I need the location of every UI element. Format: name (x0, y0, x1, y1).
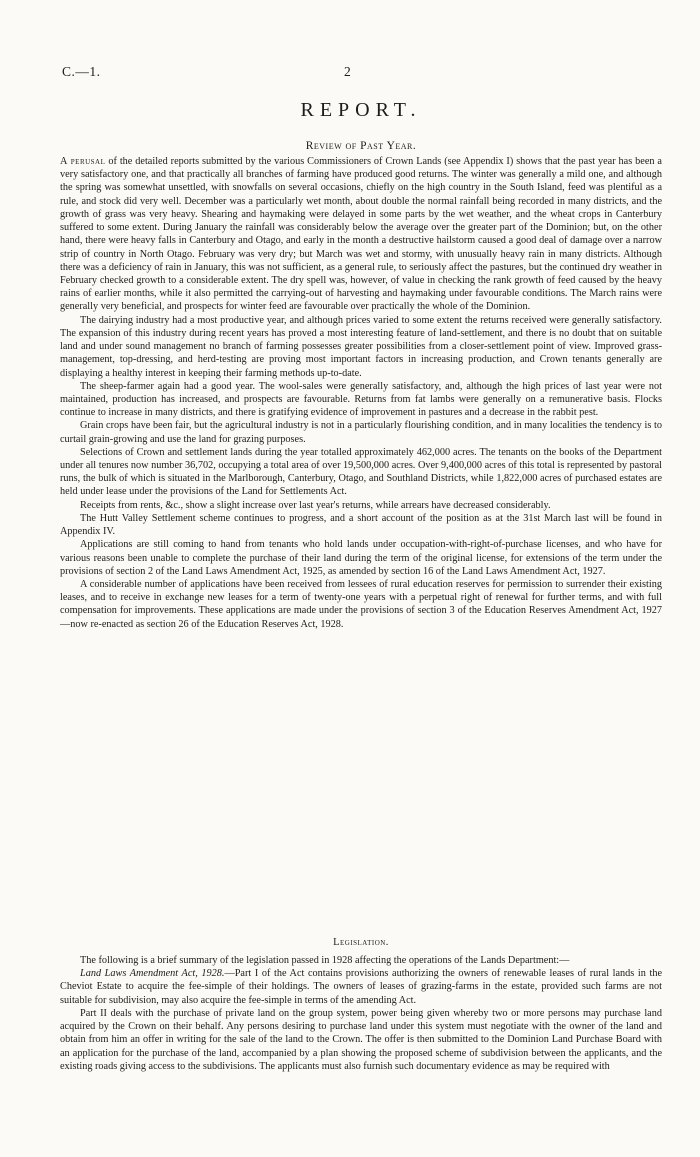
education-reserves-paragraph: A considerable number of applications have been received from lessees of rural education reserves for permission to surrender their existing leases, and to receive in exchange new leases for a term of twenty-one years with a perpetual right of renewal for further terms, and with full compensation for improvements. These applications are made under the provisions of section 3 of the Education Reserves Amendment Act, 1927—now re-enacted as section 26 of the Education Reserves Act, 1928. (60, 579, 662, 630)
legislation-section (60, 954, 662, 1073)
receipts-paragraph: Receipts from rents, &c., show a slight increase over last year's returns, while arrears have decreased considerably. (80, 499, 551, 511)
legislation-summary: The following is a brief summary of the legislation passed in 1928 affecting the operations of the Lands Department:— (80, 955, 570, 966)
review-section (60, 155, 662, 631)
intro-text: of the detailed reports submitted by the various Commissioners of Crown Lands (see Appendix I) shows that the past year has been a very satisfactory one, and that practically all branches of farming have produced good returns. The winter was generally a mild one, and although the spring was somewhat unsettled, with snowfalls on several occasions, chiefly on the high country in the South Island, feed was plentiful as a rule, and stock did very well. December was a particularly wet month, about double the normal rainfall being recorded in many districts, and the growth of grass was very heavy. Shearing and haymaking were delayed in some parts by the wet weather, and the wheat crops in Canterbury suffered to some extent. During January the rainfall was considerably below the average over the greater part of the Dominion; but, on the other hand, there were heavy falls in Canterbury and Otago, and early in the month a destructive hailstorm caused a good deal of damage over a narrow strip of country in North Otago. February was very dry; but March was wet and stormy, with unusually heavy rain in many districts. Although there was a deficiency of rain in January, this was not sufficient, as a general rule, to seriously affect the pastures, but the continued dry weather in February checked growth to a considerable extent. The dry spell was, however, of value in checking the rank growth of feed caused by the heavy rains of earlier months, while it also permitted the carrying-out of harvesting and haymaking under favourable conditions. The March rains were generally very beneficial, and prospects for winter feed are favourable over practically the whole of the Dominion. (60, 156, 662, 313)
sheep-paragraph: The sheep-farmer again had a good year. The wool-sales were generally satisfactory, and, although the high prices of last year were not maintained, production has increased, and prospects are favourable. Returns from fat lambs were generally on a remunerative basis. Flocks continue to increase in many districts, and there is gratifying evidence of improvement in pastures and a decrease in the rabbit pest. (60, 380, 662, 419)
running-header (62, 64, 660, 80)
page-number: 2 (344, 64, 352, 79)
dairying-paragraph: The dairying industry had a most productive year, and although prices varied to some extent the returns received were generally satisfactory. The expansion of this industry during recent years has proved a most interesting feature of land-settlement, and there is no doubt that on suitable land and under sound management no branch of farming possesses greater possibilities from a closer-settlement point of view. Improved grass-management, top-dressing, and herd-testing are proving most important factors in increasing production, and Crown tenants generally are displaying a healthy interest in keeping their farming methods up-to-date. (60, 314, 662, 379)
review-heading: Review of Past Year. (305, 140, 417, 152)
report-title: REPORT. (300, 99, 422, 121)
intro-lead: A perusal (60, 156, 106, 167)
part-two-paragraph: Part II deals with the purchase of private land on the group system, power being given whereby two or more persons may purchase land acquired by the Crown on their behalf. Any persons desiring to purchase land under this system must negotiate with the owner of the land and obtain from him an offer in writing for the sale of the land to the Crown. The offer is then submitted to the Dominion Land Purchase Board with an application for the purchase of the land, accompanied by a plan showing the proposed scheme of subdivision between the applicants, and the existing roads giving access to the subdivisions. The applicants must also furnish such documentary evidence as may be required with (60, 1007, 662, 1072)
grain-paragraph: Grain crops have been fair, but the agricultural industry is not in a particularly flourishing condition, and in many localities the tendency is to curtail grain-growing and use the land for grazing purposes. (60, 420, 662, 445)
selections-paragraph: Selections of Crown and settlement lands during the year totalled approximately 462,000 acres. The tenants on the books of the Department under all tenures now number 36,702, occupying a total area of over 19,500,000 acres. Over 9,400,000 acres of this total is represented by pastoral runs, the bulk of which is situated in the Marlborough, Canterbury, Otago, and Southland Districts, while 1,822,000 acres of purchased estates are held under lease under the provisions of the Land for Settlements Act. (60, 446, 662, 498)
hutt-valley-paragraph: The Hutt Valley Settlement scheme continues to progress, and a short account of the position as at the 31st March last will be found in Appendix IV. (60, 512, 662, 538)
legislation-heading: Legislation. (333, 937, 389, 948)
act-paragraph (60, 967, 662, 1007)
intro-paragraph (60, 155, 662, 314)
applications-paragraph: Applications are still coming to hand from tenants who hold lands under occupation-with-right-of-purchase licenses, and who have for various reasons been unable to complete the purchase of their land during the term of the original license, for extensions of the term under the provisions of section 2 of the Land Laws Amendment Act, 1925, as amended by section 16 of the Land Laws Amendment Act, 1927. (60, 539, 662, 577)
document-code: C.—1. (62, 64, 101, 79)
act-text: —Part I of the Act contains provisions authorizing the owners of renewable leases of rural lands in the Cheviot Estate to acquire the fee-simple of their holdings. The owners of leases of grazing-farms in the estate, provided such farms are not suitable for subdivision, may also acquire the fee-simple in terms of the amending Act. (60, 968, 662, 1006)
act-title: Land Laws Amendment Act, 1928. (80, 968, 225, 980)
